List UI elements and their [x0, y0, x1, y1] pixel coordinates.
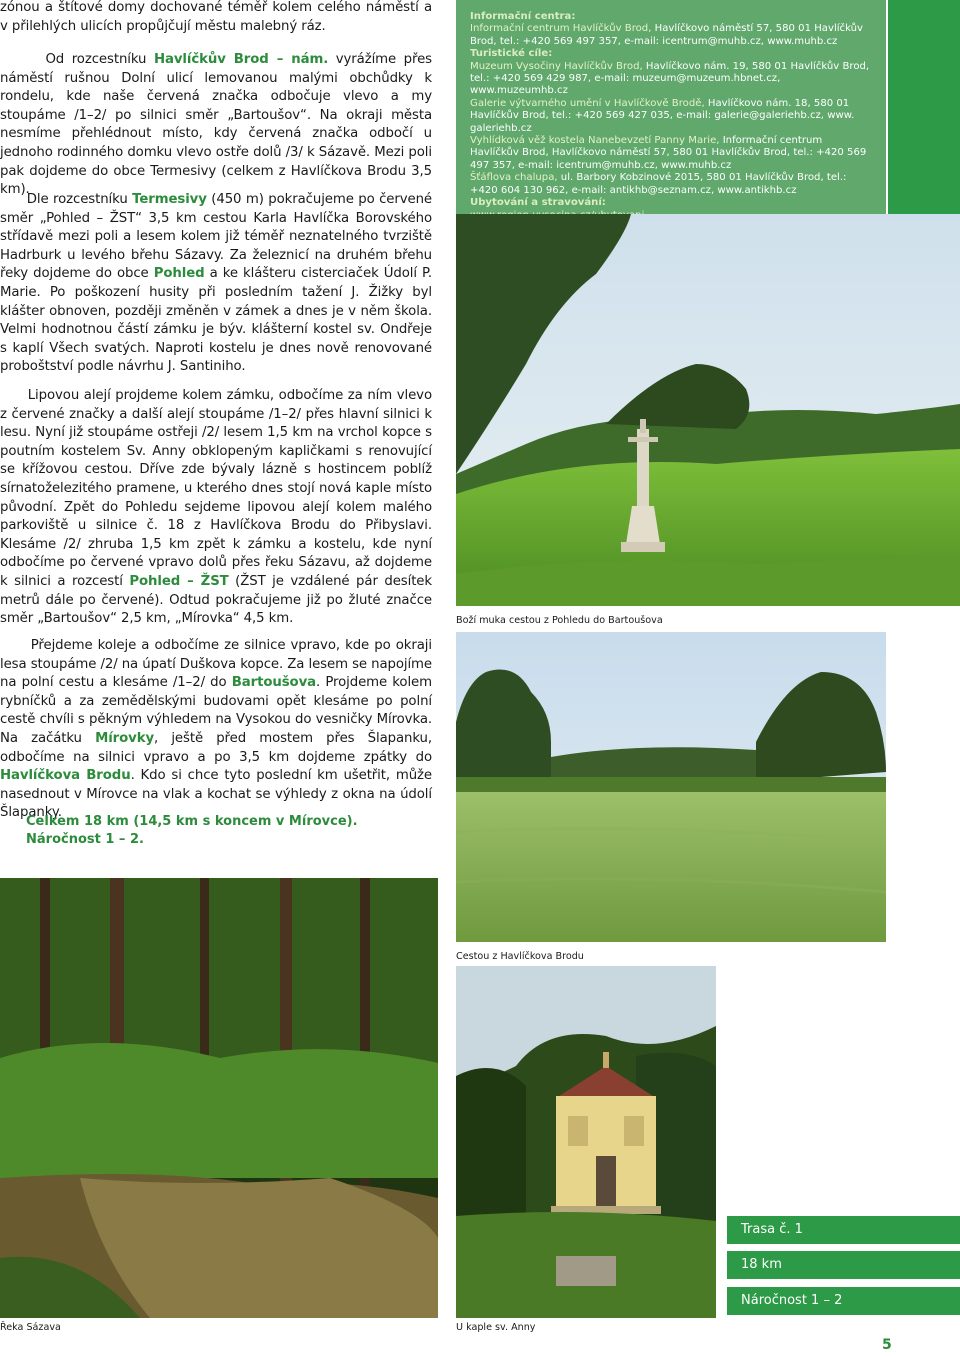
tag-route-number: Trasa č. 1 — [727, 1216, 960, 1244]
info-item-muzeum: Muzeum Vysočiny Havlíčkův Brod, Havlíčkovo nám. 19, 580 01 Havlíčkův Brod, tel.: +420 569 429 987, e-mail: muzeum@muzeum.hbnet.cz, www.muzeumhb.cz — [470, 60, 870, 97]
place-mirovka: Mírovky — [95, 730, 155, 746]
caption-photo-4: U kaple sv. Anny — [456, 1322, 536, 1333]
caption-photo-2: Cestou z Havlíčkova Brodu — [456, 951, 584, 962]
caption-photo-3: Řeka Sázava — [0, 1322, 61, 1333]
paragraph-bartousov: Přejdeme koleje a odbočíme ze silnice vpravo, kde po okraji lesa stoupáme /2/ na úpatí Duškova kopce. Za lesem se napojíme na polní cestu a klesáme /1–2/ do Bartoušova. Projdeme kolem rybníčků a za zemědělskými budovami opět klesáme po polní cestě chvíli s pěkným výhledem na Vysokou do vesničky Mírovka. Na začátku Mírovky, ještě před mostem přes Šlapanku, odbočíme na silnici vpravo a po 3,5 km dojdeme zpátky do Havlíčkova Brodu. Kdo si chce tyto poslední km ušetřit, může nasednout v Mírovce na vlak a kochat se výhledy z okna na údolí Šlapanky. — [0, 638, 432, 821]
info-item-staflova: Šťáflova chalupa, ul. Barbory Kobzinové 2015, 580 01 Havlíčkův Brod, tel.: +420 604 130 962, e-mail: antikhb@seznam.cz, www.antikhb.cz — [470, 172, 847, 196]
paragraph-havlickuv-brod: Od rozcestníku Havlíčkův Brod – nám. vyrážíme přes náměstí rušnou Dolní ulicí lemovanou malými obchůdky k rondelu, kde naše červená značka odbočuje vlevo a my stoupáme /1–2/ po silnici směr „Bartoušov“. Na okraji města nesmíme přehlédnout místo, kdy červená značka odbočí u jednoho rodinného domku vlevo ostře dolů /3/ k Sázavě. Mezi poli pak dojdeme do obce Termesivy (celkem z Havlíčkova Brodu 3,5 km). — [0, 52, 433, 198]
info-heading-centers: Informační centra: — [470, 11, 576, 22]
tag-difficulty: Náročnost 1 – 2 — [727, 1287, 960, 1315]
place-termesivy: Termesivy — [132, 192, 207, 207]
place-havlickova-brodu: Havlíčkova Brodu — [0, 768, 131, 784]
paragraph-intro-end: zónou a štítové domy dochované téměř kolem celého náměstí a v přilehlých ulicích propůjčují městu malebný ráz. — [0, 0, 432, 34]
paragraph-pohled: Lipovou alejí projdeme kolem zámku, odbočíme za ním vlevo z červené značky a další alejí stoupáme /1–2/ přes hlavní silnici k lesu. Nyní již stoupáme ostřeji /2/ lesem 1,5 km na vrchol kopce s poutním kostelem Sv. Anny obklopeným kapličkami s renovující se křížovou cestou. Dříve zde bývaly lázně s hostincem poblíž sírnatoželezitého pramene, u kterého dnes stojí nová kaple místo původní. Zpět do Pohledu sejdeme lipovou alejí kolem malého parkoviště u silnice č. 18 z Havlíčkova Brodu do Přibyslavi. Klesáme /2/ zhruba 1,5 km zpět k zámku a kostelu, kde nyní odbočíme po červené vpravo dolů přes řeku Sázavu, až dojdeme k silnici a rozcestí Pohled – ŽST (ŽST je vzdálené pár desítek metrů dále po červené). Odtud pokračujeme již po žluté značce směr „Bartoušov“ 2,5 km, „Mírovka“ 4,5 km. — [0, 388, 432, 627]
place-pohled: Pohled — [153, 266, 205, 282]
place-havlickuv-brod-nam: Havlíčkův Brod – nám. — [153, 52, 329, 67]
info-side-stripe — [888, 0, 960, 214]
place-bartousov: Bartoušova — [231, 675, 317, 691]
paragraph-termesivy: Dle rozcestníku Termesivy (450 m) pokračujeme po červené směr „Pohled – ŽST“ 3,5 km cestou Karla Havlíčka Borovského střídavě mezi poli a lesem kolem již téměř neznatelného tvrziště Hadrburk u levého břehu Sázavy. Za železnicí na druhém břehu řeky dojdeme do obce Pohled a ke klášteru cisterciaček Údolí P. Marie. Po poškození husity při posledním tažení J. Žižky byl klášter obnoven, později změněn v zámek a dnes je v něm škola. Velmi hodnotnou částí zámku je býv. klášterní kostel sv. Ondřeje s kaplí Všech svatých. Naproti kostelu je dnes nově renovované proboštství podle návrhu J. Santiniho. — [0, 192, 433, 375]
summary-difficulty: Náročnost 1 – 2. — [26, 832, 144, 847]
photo-chapel — [456, 966, 716, 1318]
info-item-ic: Informační centrum Havlíčkův Brod, Havlíčkovo náměstí 57, 580 01 Havlíčkův Brod, tel.: +420 569 497 357, e-mail: icentrum@muhb.cz, www.muhb.cz — [470, 23, 864, 47]
place-pohled-zst: Pohled – ŽST — [129, 573, 229, 589]
summary-total: Celkem 18 km (14,5 km s koncem v Mírovce). — [26, 814, 358, 829]
tag-distance: 18 km — [727, 1251, 960, 1279]
info-heading-targets: Turistické cíle: — [470, 48, 553, 60]
info-item-vez: Vyhlídková věž kostela Nanebevzetí Panny Marie, Informační centrum Havlíčkův Brod, Havlíčkovo náměstí 57, 580 01 Havlíčkův Brod, tel.: +420 569 497 357, e-mail: icentrum@muhb.cz, www.muhb.cz — [470, 135, 867, 171]
page-number: 5 — [882, 1337, 892, 1353]
info-heading-accommodation: Ubytování a stravování: — [470, 197, 606, 209]
photo-wheat-field — [456, 632, 886, 942]
photo-wayside-cross — [456, 214, 960, 606]
photo-river-forest — [0, 878, 438, 1318]
info-item-galerie: Galerie výtvarného umění v Havlíčkově Brodě, Havlíčkovo nám. 18, 580 01 Havlíčkův Brod, tel.: +420 569 427 035, e-mail: galerie@galeriehb.cz, www. galeriehb.cz — [470, 97, 855, 134]
caption-photo-1: Boží muka cestou z Pohledu do Bartoušova — [456, 615, 663, 626]
info-box — [456, 0, 886, 214]
route-summary — [26, 813, 358, 849]
